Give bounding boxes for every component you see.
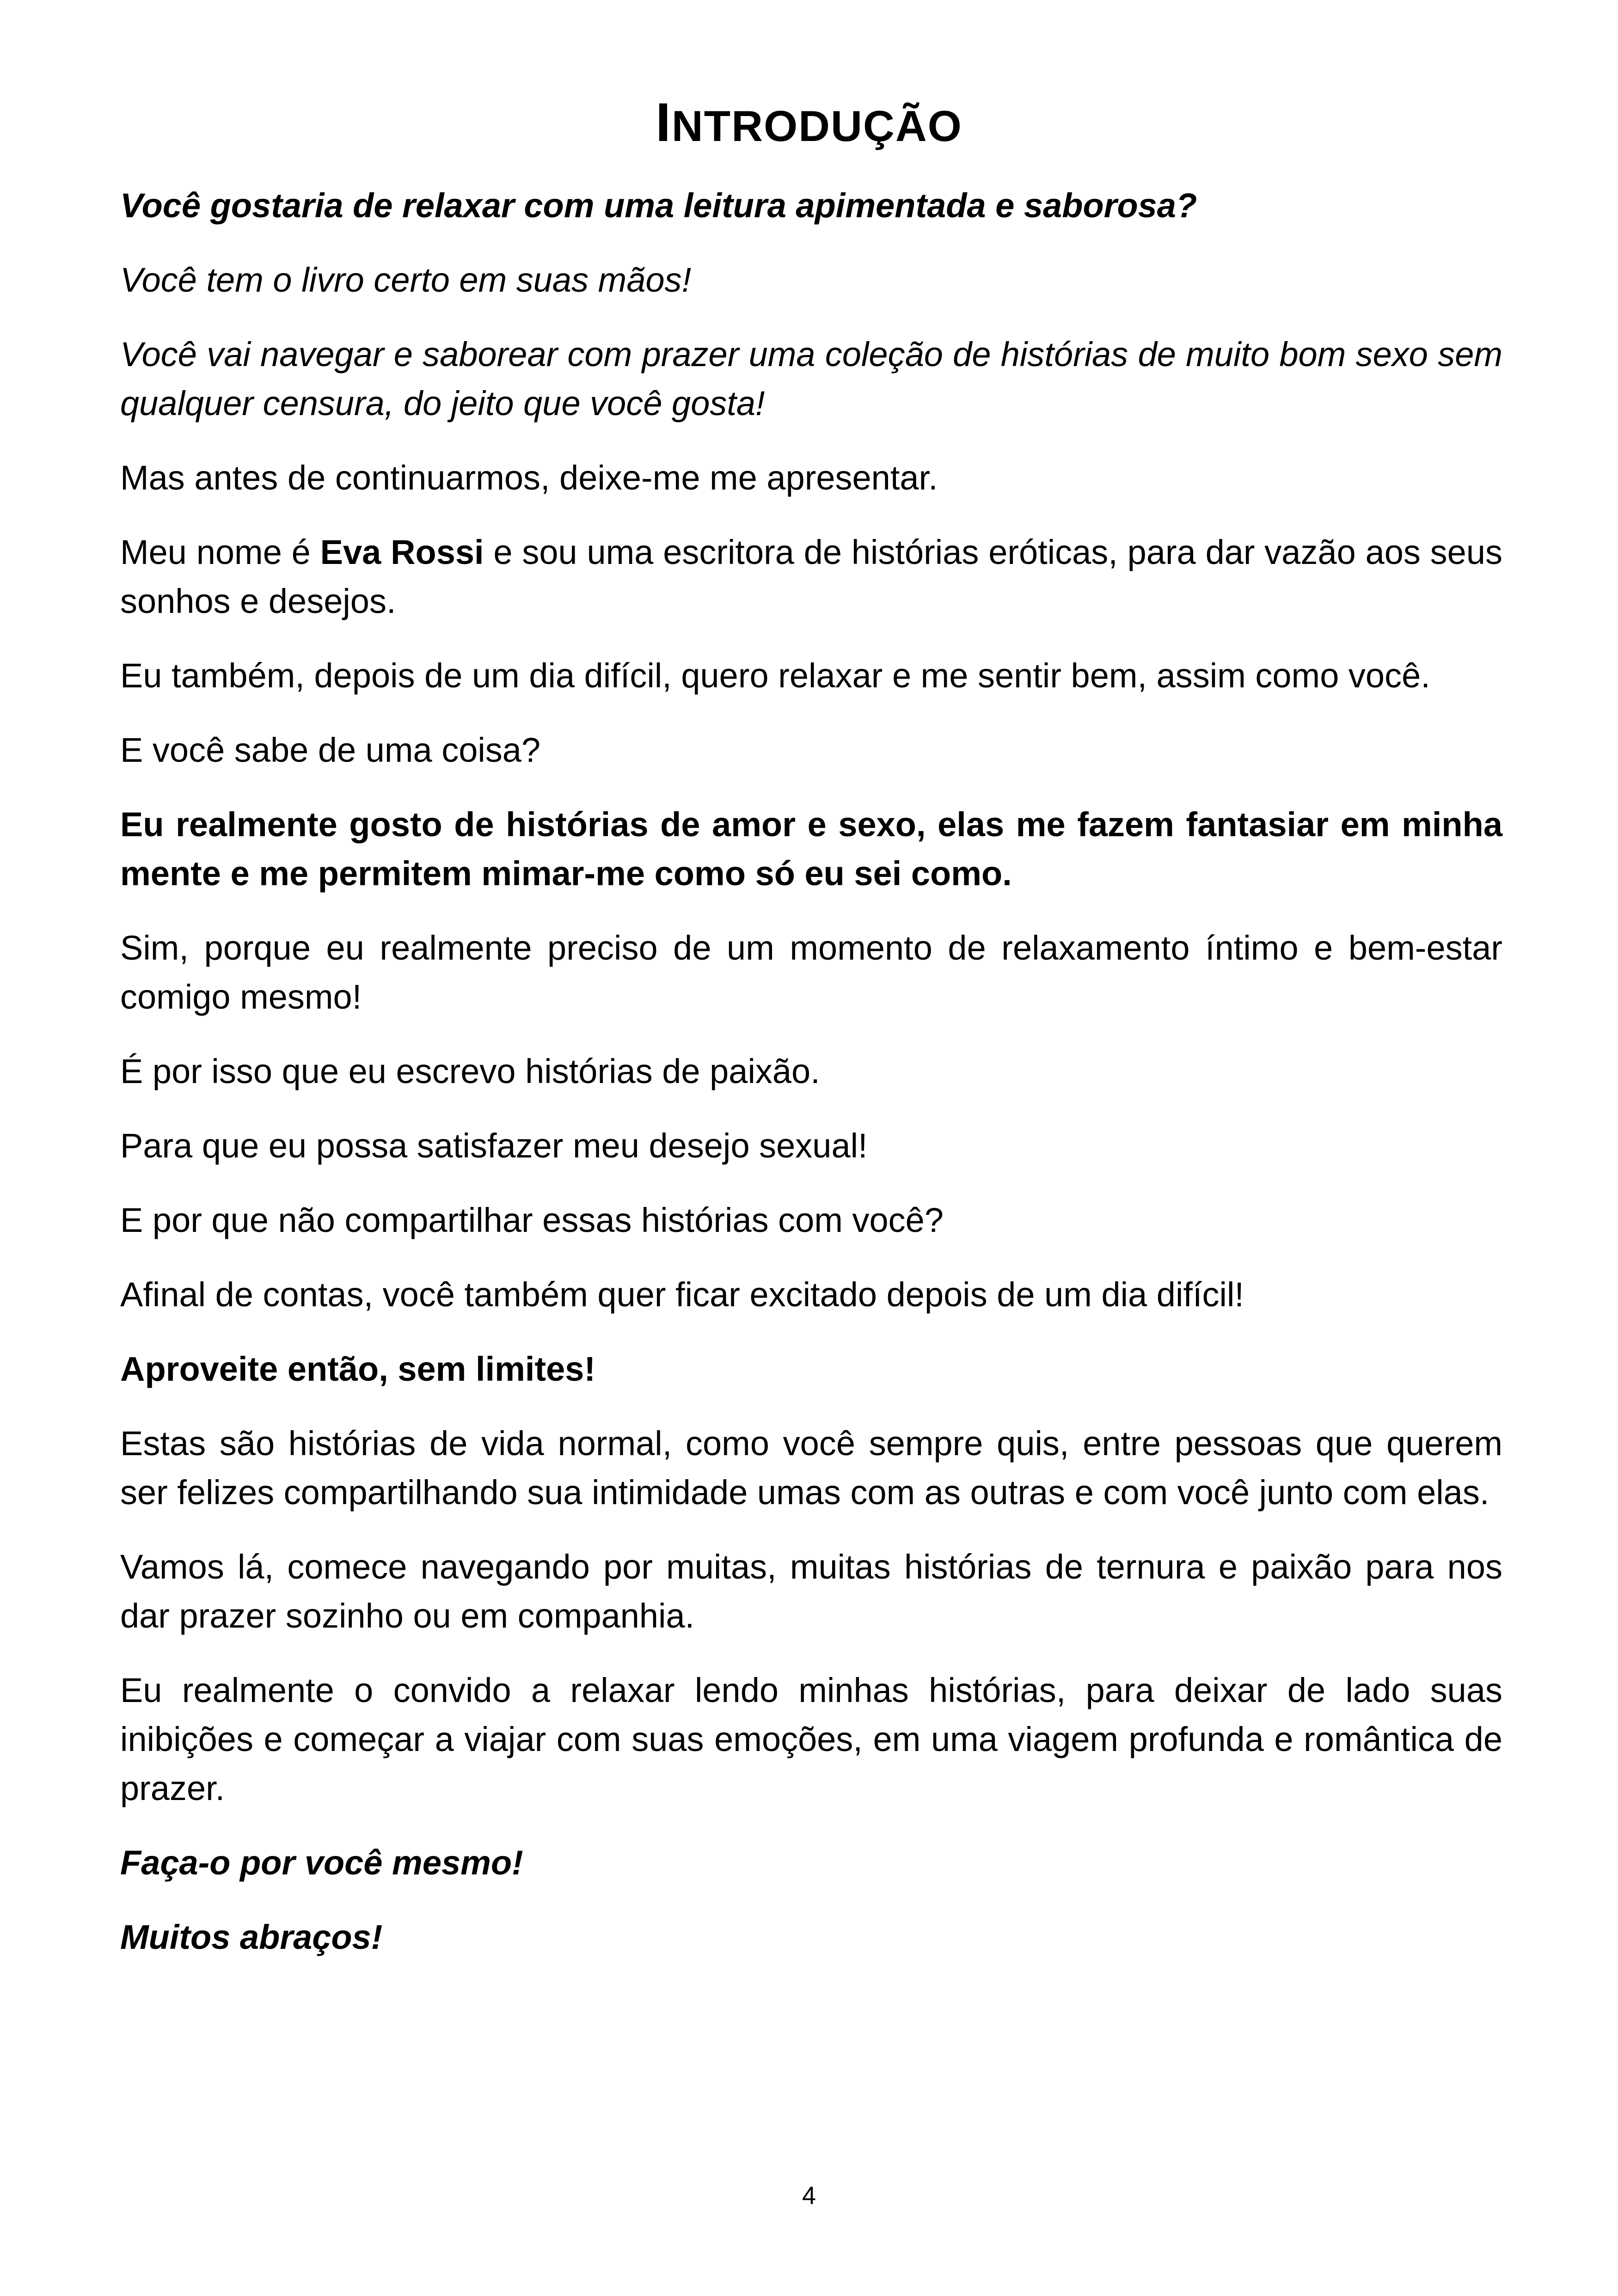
paragraph-hard-day: Eu também, depois de um dia difícil, quero relaxar e me sentir bem, assim como você. [120, 656, 1430, 695]
page-title [0, 88, 1618, 161]
paragraph-right-book: Você tem o livro certo em suas mãos! [120, 261, 692, 299]
paragraph-satisfy: Para que eu possa satisfazer meu desejo sexual! [120, 1127, 868, 1165]
paragraph-do-it: Faça-o por você mesmo! [120, 1843, 523, 1882]
author-description-text: e sou uma escritora de histórias eróticas, para dar vazão aos seus sonhos e desejos. [120, 533, 1502, 620]
paragraph-excited: Afinal de contas, você também quer ficar excitado depois de um dia difícil! [120, 1275, 1244, 1314]
page-number: 4 [802, 2182, 816, 2210]
paragraph-introduce: Mas antes de continuarmos, deixe-me me apresentar. [120, 459, 938, 497]
paragraph-normal-life: Estas são histórias de vida normal, como você sempre quis, entre pessoas que querem ser felizes compartilhando sua intimidade umas com as outras e com você junto com elas. [120, 1424, 1502, 1512]
paragraph-you-know: E você sabe de uma coisa? [120, 731, 541, 769]
paragraph-question: Você gostaria de relaxar com uma leitura apimentada e saborosa? [120, 186, 1197, 225]
paragraph-enjoy: Aproveite então, sem limites! [120, 1350, 596, 1388]
paragraph-share: E por que não compartilhar essas histórias com você? [120, 1201, 944, 1239]
title-initial: I [656, 92, 672, 153]
paragraph-love-stories: Eu realmente gosto de histórias de amor e sexo, elas me fazem fantasiar em minha mente e me permitem mimar-me como só eu sei como. [120, 805, 1502, 893]
paragraph-why-write: É por isso que eu escrevo histórias de paixão. [120, 1052, 820, 1090]
author-name: Eva Rossi [320, 533, 484, 571]
title-rest: NTRODUÇÃO [671, 102, 962, 150]
paragraph-closing: Muitos abraços! [120, 1918, 383, 1956]
paragraph-invitation: Eu realmente o convido a relaxar lendo minhas histórias, para deixar de lado suas inibições e começar a viajar com suas emoções, em uma viagem profunda e romântica de prazer. [120, 1671, 1502, 1807]
body-text [120, 181, 1502, 1987]
paragraph-collection: Você vai navegar e saborear com prazer uma coleção de histórias de muito bom sexo sem qualquer censura, do jeito que você gosta! [120, 335, 1502, 422]
paragraph-relaxation: Sim, porque eu realmente preciso de um momento de relaxamento íntimo e bem-estar comigo mesmo! [120, 929, 1502, 1016]
paragraph-author-name [120, 528, 1502, 626]
paragraph-lets-go: Vamos lá, comece navegando por muitas, muitas histórias de ternura e paixão para nos dar prazer sozinho ou em companhia. [120, 1548, 1502, 1635]
author-intro-text: Meu nome é [120, 533, 320, 571]
